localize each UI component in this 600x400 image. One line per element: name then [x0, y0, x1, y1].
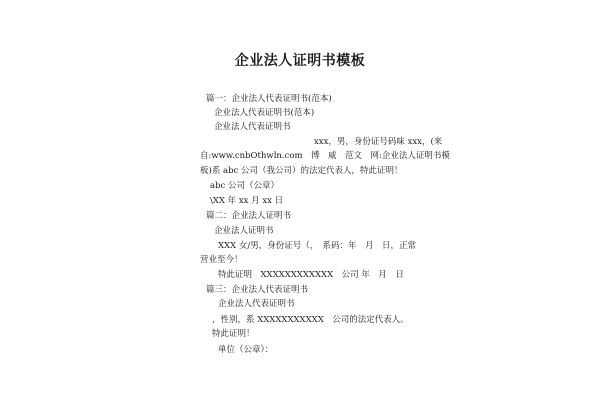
- section-2-heading: 篇二：企业法人证明书: [206, 211, 292, 221]
- text-line: ，性别，系 XXXXXXXXXXX 公司的法定代表人。: [212, 315, 409, 325]
- text-line: 板)系 abc 公司（我公司）的法定代表人，特此证明！: [200, 166, 403, 176]
- text-line: 企业法人代表证明书(范本): [214, 108, 315, 118]
- text-line: 特此证明 XXXXXXXXXXXX 公司 年 月 日: [218, 270, 404, 280]
- text-line: 自:www.cnbOthwln.com 博 威 范文 网:企业法人证明书模: [200, 151, 450, 161]
- section-1-heading: 篇一：企业法人代表证明书(范本): [206, 94, 332, 104]
- document-title: 企业法人证明书模板: [234, 53, 366, 69]
- text-line: 企业法人代表证明书: [214, 122, 291, 132]
- text-line: 单位（公章）：: [218, 345, 274, 355]
- text-line: XXX 女/男，身份证号（， 系码：年 月 日，正常: [218, 241, 416, 251]
- text-line: 营业至今！: [200, 255, 243, 265]
- text-line: \XX 年 xx 月 xx 日: [210, 196, 284, 206]
- text-line: 特此证明！: [212, 329, 255, 339]
- section-3-heading: 篇三：企业法人代表证明书: [206, 285, 309, 295]
- text-line: 企业法人证明书: [214, 226, 274, 236]
- text-line: 企业法人代表证明书: [218, 299, 295, 309]
- text-line: xxx，男，身份证号码味 xxx，(来: [314, 137, 443, 147]
- text-line: abc 公司（公章）: [210, 181, 279, 191]
